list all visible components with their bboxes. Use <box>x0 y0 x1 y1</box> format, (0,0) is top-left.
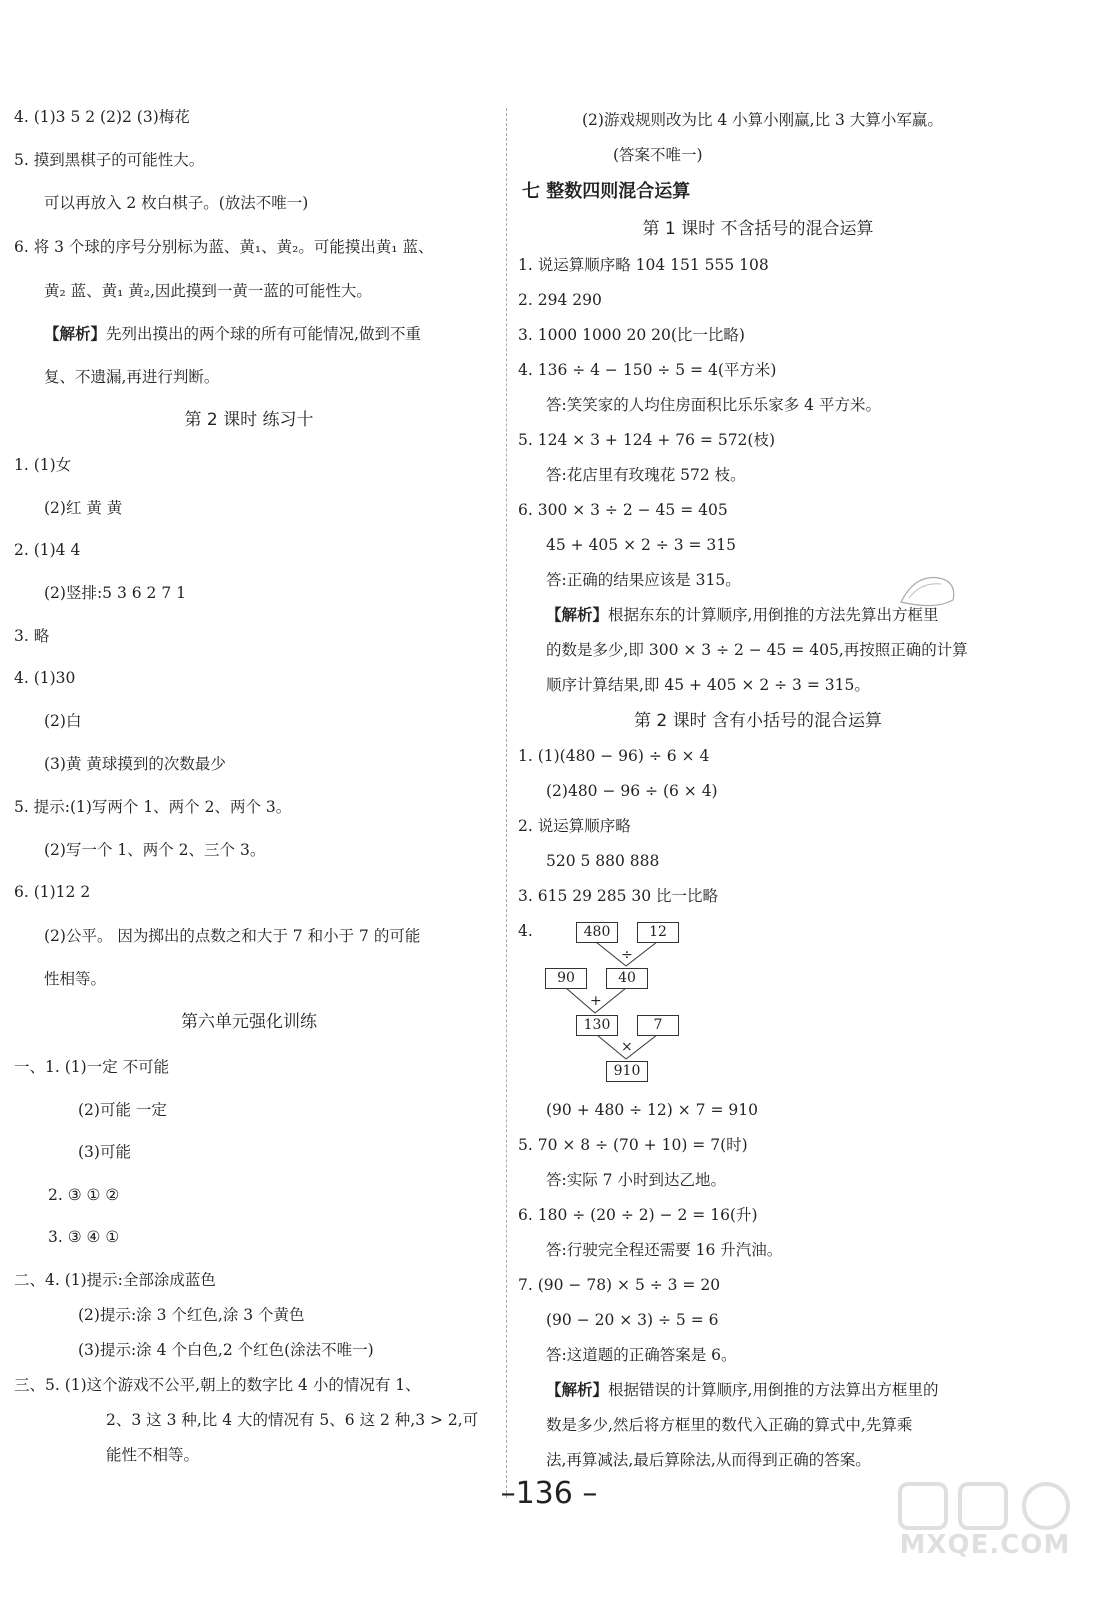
page-number: –136 – <box>500 1476 598 1511</box>
answer-line: 黄₂ 蓝、黄₁ 黄₂,因此摸到一黄一蓝的可能性大。 <box>44 282 372 300</box>
divide-operator: ÷ <box>621 947 633 963</box>
tree-node: 130 <box>576 1015 618 1036</box>
answer-line: 5. 提示:(1)写两个 1、两个 2、两个 3。 <box>14 798 292 816</box>
answer-line: 4. <box>518 922 533 940</box>
analysis-line: 的数是多少,即 300 × 3 ÷ 2 − 45 = 405,再按照正确的计算 <box>546 641 968 659</box>
section-heading: 第 1 课时 不含括号的混合运算 <box>642 219 874 239</box>
answer-line: (3)提示:涂 4 个白色,2 个红色(涂法不唯一) <box>78 1341 374 1359</box>
answer-line: (2)游戏规则改为比 4 小算小刚赢,比 3 大算小军赢。 <box>582 111 943 129</box>
answer-line: 3. 615 29 285 30 比一比略 <box>518 887 719 905</box>
watermark-stamp <box>890 1478 1080 1568</box>
answer-line: 三、5. (1)这个游戏不公平,朝上的数字比 4 小的情况有 1、 <box>14 1376 421 1394</box>
analysis-text: 根据东东的计算顺序,用倒推的方法先算出方框里 <box>608 606 939 624</box>
answer-line: 6. (1)12 2 <box>14 883 91 901</box>
analysis-text: 根据错误的计算顺序,用倒推的方法算出方框里的 <box>608 1381 939 1399</box>
answer-line: 1. (1)(480 − 96) ÷ 6 × 4 <box>518 747 710 765</box>
answer-line: 答:花店里有玫瑰花 572 枝。 <box>546 466 746 484</box>
answer-line: 5. 70 × 8 ÷ (70 + 10) = 7(时) <box>518 1136 748 1154</box>
answer-line: 2. 说运算顺序略 <box>518 817 631 835</box>
tree-node: 90 <box>545 968 587 989</box>
answer-line: (2)可能 一定 <box>78 1101 167 1119</box>
section-heading: 第 2 课时 含有小括号的混合运算 <box>633 711 883 731</box>
answer-line: 可以再放入 2 枚白棋子。(放法不唯一) <box>44 194 309 212</box>
analysis-line <box>546 606 938 625</box>
analysis-tag: 【解析】 <box>44 325 107 343</box>
answer-line: (90 + 480 ÷ 12) × 7 = 910 <box>546 1101 758 1119</box>
analysis-line: 复、不遗漏,再进行判断。 <box>44 368 220 386</box>
answer-line: 2. ③ ① ② <box>48 1186 120 1204</box>
answer-line: 6. 300 × 3 ÷ 2 − 45 = 405 <box>518 501 728 519</box>
decorative-sticker-icon <box>895 572 963 612</box>
answer-line: (2)白 <box>44 712 82 730</box>
analysis-line <box>44 325 421 344</box>
analysis-text: 先列出摸出的两个球的所有可能情况,做到不重 <box>106 325 421 343</box>
answer-line: 答:正确的结果应该是 315。 <box>546 571 741 589</box>
answer-line: 能性不相等。 <box>106 1446 200 1464</box>
answer-line: (答案不唯一) <box>613 146 703 164</box>
answer-line: (2)写一个 1、两个 2、三个 3。 <box>44 841 266 859</box>
watermark-text: MXQE.COM <box>899 1530 1071 1560</box>
answer-line: 7. (90 − 78) × 5 ÷ 3 = 20 <box>518 1276 721 1294</box>
answer-line: 3. ③ ④ ① <box>48 1228 120 1246</box>
answer-line: 6. 180 ÷ (20 ÷ 2) − 2 = 16(升) <box>518 1206 758 1224</box>
answer-line: (2)480 − 96 ÷ (6 × 4) <box>546 782 718 800</box>
answer-line: 4. (1)30 <box>14 669 76 687</box>
answer-line: 6. 将 3 个球的序号分别标为蓝、黄₁、黄₂。可能摸出黄₁ 蓝、 <box>14 238 434 256</box>
plus-operator: + <box>590 993 602 1009</box>
answer-line: 5. 摸到黑棋子的可能性大。 <box>14 151 205 169</box>
tree-node: 12 <box>637 922 679 943</box>
answer-line: 性相等。 <box>44 970 107 988</box>
answer-line: 1. (1)女 <box>14 456 72 474</box>
answer-line: (3)可能 <box>78 1143 131 1161</box>
analysis-line: 顺序计算结果,即 45 + 405 × 2 ÷ 3 = 315。 <box>546 676 870 694</box>
answer-line: 2、3 这 3 种,比 4 大的情况有 5、6 这 2 种,3 > 2,可 <box>106 1411 479 1429</box>
analysis-line: 法,再算减法,最后算除法,从而得到正确的答案。 <box>546 1451 871 1469</box>
answer-line: 520 5 880 888 <box>546 852 660 870</box>
tree-node: 7 <box>637 1015 679 1036</box>
answer-line: 3. 1000 1000 20 20(比一比略) <box>518 326 745 344</box>
answer-line: 一、1. (1)一定 不可能 <box>14 1058 170 1076</box>
calculation-tree <box>544 920 694 1100</box>
answer-line: 4. (1)3 5 2 (2)2 (3)梅花 <box>14 108 190 126</box>
answer-line: 1. 说运算顺序略 104 151 555 108 <box>518 256 769 274</box>
column-divider <box>506 108 507 1498</box>
watermark-logo-icon <box>890 1478 1080 1534</box>
tree-node: 910 <box>606 1061 648 1082</box>
answer-line: (3)黄 黄球摸到的次数最少 <box>44 755 226 773</box>
tree-node: 480 <box>576 922 618 943</box>
answer-line: 答:笑笑家的人均住房面积比乐乐家多 4 平方米。 <box>546 396 881 414</box>
answer-line: (2)竖排:5 3 6 2 7 1 <box>44 584 186 602</box>
analysis-line: 数是多少,然后将方框里的数代入正确的算式中,先算乘 <box>546 1416 913 1434</box>
answer-line: 2. (1)4 4 <box>14 541 81 559</box>
answer-line: (2)红 黄 黄 <box>44 499 123 517</box>
tree-node: 40 <box>606 968 648 989</box>
answer-line: 4. 136 ÷ 4 − 150 ÷ 5 = 4(平方米) <box>518 361 777 379</box>
answer-line: (2)提示:涂 3 个红色,涂 3 个黄色 <box>78 1306 305 1324</box>
answer-line: 5. 124 × 3 + 124 + 76 = 572(枝) <box>518 431 776 449</box>
analysis-tag: 【解析】 <box>546 1381 609 1399</box>
chapter-title: 七 整数四则混合运算 <box>522 181 691 202</box>
answer-line: (2)公平。 因为掷出的点数之和大于 7 和小于 7 的可能 <box>44 927 421 945</box>
answer-line: 二、4. (1)提示:全部涂成蓝色 <box>14 1271 216 1289</box>
answer-line: (90 − 20 × 3) ÷ 5 = 6 <box>546 1311 719 1329</box>
analysis-tag: 【解析】 <box>546 606 609 624</box>
analysis-line <box>546 1381 938 1400</box>
section-heading: 第六单元强化训练 <box>181 1012 317 1032</box>
answer-line: 45 + 405 × 2 ÷ 3 = 315 <box>546 536 736 554</box>
section-heading: 第 2 课时 练习十 <box>184 410 314 430</box>
answer-line: 答:这道题的正确答案是 6。 <box>546 1346 737 1364</box>
answer-line: 答:行驶完全程还需要 16 升汽油。 <box>546 1241 783 1259</box>
answer-line: 答:实际 7 小时到达乙地。 <box>546 1171 726 1189</box>
answer-line: 2. 294 290 <box>518 291 602 309</box>
multiply-operator: × <box>621 1039 633 1055</box>
answer-line: 3. 略 <box>14 627 50 645</box>
